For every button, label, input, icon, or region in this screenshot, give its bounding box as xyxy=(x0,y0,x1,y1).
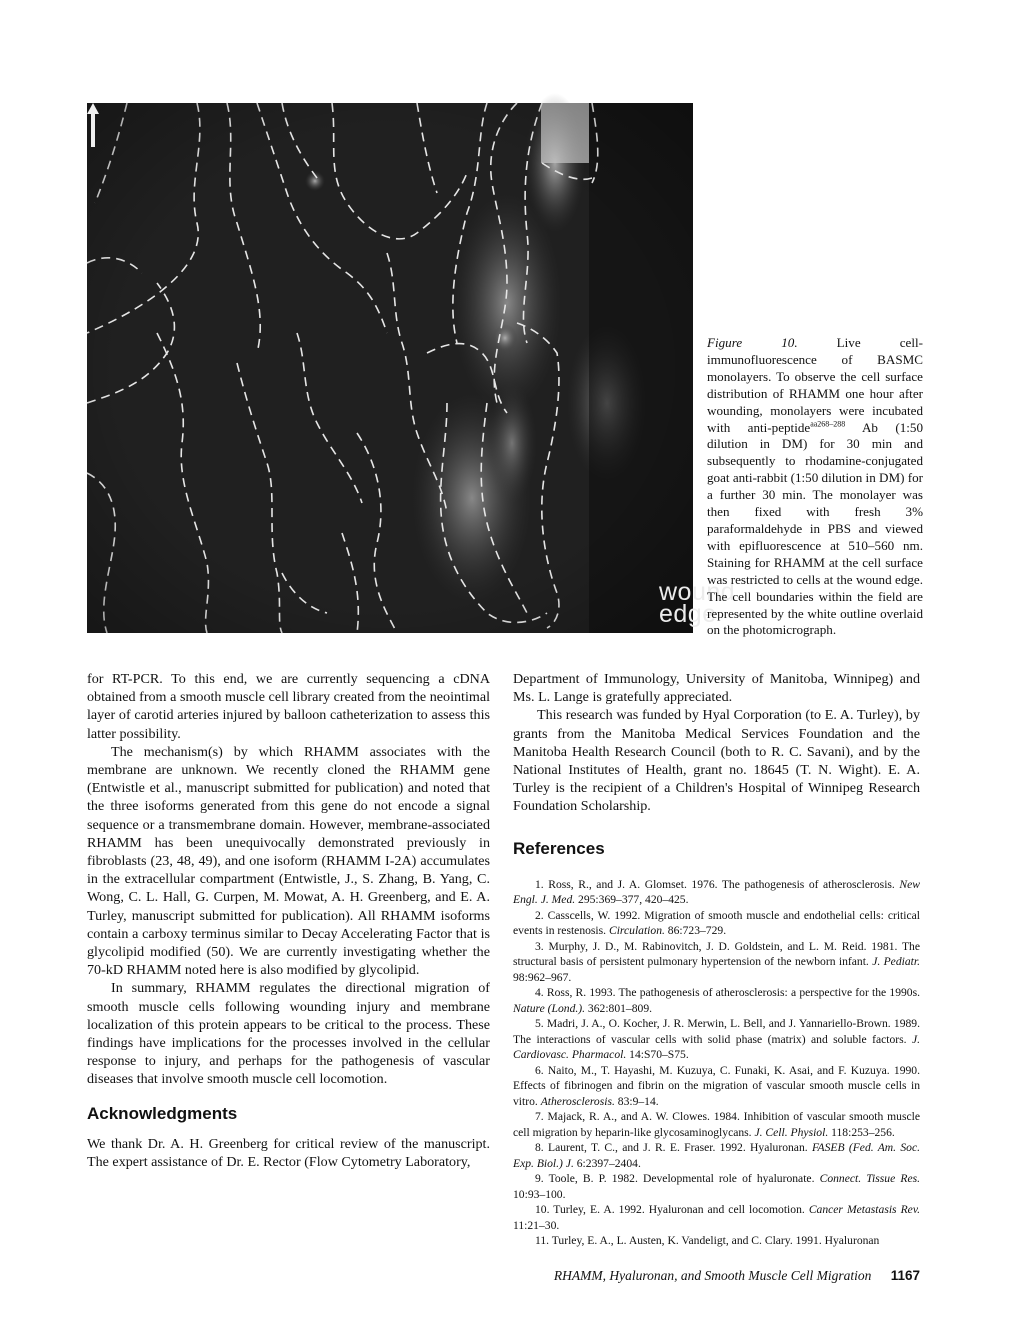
reference-item xyxy=(513,908,920,939)
reference-journal: Atherosclerosis. xyxy=(540,1094,615,1108)
reference-text: 9. Toole, B. P. 1982. Developmental role of hyaluronate. xyxy=(535,1172,820,1186)
reference-journal: New Engl. J. Med. xyxy=(513,877,920,907)
reference-text: 4. Ross, R. 1993. The pathogenesis of atherosclerosis: a perspective for the 1990s. xyxy=(535,986,920,1000)
reference-citation: 14:S70–S75. xyxy=(626,1048,689,1062)
acknowledgments-text: We thank Dr. A. H. Greenberg for critical review of the manuscript. The expert assistance of Dr. E. Rector (Flow Cytometry Laboratory, xyxy=(87,1135,490,1171)
figure-caption xyxy=(707,335,923,639)
body-paragraph: In summary, RHAMM regulates the directional migration of smooth muscle cells following wounding injury and membrane localization of this protein appears to be critical to the process. These findings have implications for the processes involved in the cellular response to injury, and perhaps for the pathogenesis of vascular diseases that involve smooth muscle cell locomotion. xyxy=(87,980,490,1088)
caption-text-part1: Live cell-immunofluorescence of BASMC monolayers. To observe the cell surface distribution of RHAMM one hour after wounding, monolayers were incubated with anti-peptide xyxy=(707,335,923,435)
reference-item xyxy=(513,1233,920,1249)
reference-citation: 86:723–729. xyxy=(664,924,727,938)
reference-text: 3. Murphy, J. D., M. Rabinovitch, J. D. Goldstein, and L. M. Reid. 1981. The structural basis of persistent pulmonary hypertension of the newborn infant. xyxy=(513,939,920,969)
left-column xyxy=(87,670,490,1171)
caption-superscript: aa268–288 xyxy=(810,419,846,429)
references-section xyxy=(513,840,920,1249)
running-title: RHAMM, Hyaluronan, and Smooth Muscle Cell Migration xyxy=(553,1268,872,1283)
micrograph-image xyxy=(87,103,693,633)
reference-text: 8. Laurent, T. C., and J. R. E. Fraser. 1992. Hyaluronan. xyxy=(535,1141,812,1155)
reference-journal: J. Cardiovasc. Pharmacol. xyxy=(513,1032,920,1062)
caption-text-part2: Ab (1:50 dilution in DM) for 30 min and subsequently to rhodamine-conjugated goat anti-rabbit (1:50 dilution in DM) for a further 30 min. The monolayer was then fixed with fresh 3% paraformaldehyde in PBS and viewed with epifluorescence at 510–560 nm. Staining for RHAMM at the cell surface was restricted to cells at the wound edge. The cell boundaries within the field are represented by the white outline overlaid on the photomicrograph. xyxy=(707,419,924,638)
body-paragraph: Department of Immunology, University of Manitoba, Winnipeg) and Ms. L. Lange is gratefully appreciated. xyxy=(513,671,920,706)
micrograph-figure xyxy=(87,103,736,633)
reference-list xyxy=(513,877,920,1249)
reference-citation: 118:253–256. xyxy=(828,1125,895,1139)
reference-text: 5. Madri, J. A., O. Kocher, J. R. Merwin, L. Bell, and J. Yannariello-Brown. 1989. The interactions of vascular cells with solid phase (matrix) and soluble factors. xyxy=(513,1017,920,1046)
reference-item xyxy=(513,1016,920,1063)
reference-item xyxy=(513,1140,920,1171)
reference-text: 6. Naito, M., T. Hayashi, M. Kuzuya, C. Funaki, K. Asai, and F. Kuzuya. 1990. Effects of fibrinogen and fibrin on the migration of vascular smooth muscle cells in vitro. xyxy=(513,1063,920,1108)
reference-item xyxy=(513,1109,920,1140)
page-number: 1167 xyxy=(890,1268,920,1283)
reference-citation: 10:93–100. xyxy=(513,1187,566,1201)
reference-item xyxy=(513,939,920,986)
reference-journal: J. Pediatr. xyxy=(872,955,920,969)
reference-item xyxy=(513,1063,920,1110)
reference-citation: 83:9–14. xyxy=(614,1094,659,1108)
page-footer xyxy=(554,1268,920,1284)
reference-journal: J. Cell. Physiol. xyxy=(754,1125,829,1139)
reference-item xyxy=(513,985,920,1016)
wound-label-line1: wound xyxy=(659,578,736,606)
acknowledgments-heading: Acknowledgments xyxy=(87,1103,238,1123)
reference-text: 11. Turley, E. A., L. Austen, K. Vandeligt, and C. Clary. 1991. Hyaluronan xyxy=(535,1234,880,1248)
body-paragraph: This research was funded by Hyal Corporation (to E. A. Turley), by grants from the Manitoba Medical Services Foundation and the Manitoba Health Research Council (both to R. C. Savani), and by the National Institutes of Health, grant no. 18645 (T. N. Wight). E. A. Turley is the recipient of a Children's Hospital of Winnipeg Research Foundation Scholarship. xyxy=(513,707,920,815)
reference-item xyxy=(513,1202,920,1233)
reference-citation: 362:801–809. xyxy=(585,1001,653,1015)
reference-journal: FASEB (Fed. Am. Soc. Exp. Biol.) J. xyxy=(513,1141,920,1170)
reference-item xyxy=(513,877,920,908)
reference-citation: 6:2397–2404. xyxy=(573,1156,641,1170)
reference-journal: Cancer Metastasis Rev. xyxy=(808,1203,921,1217)
reference-journal: Nature (Lond.). xyxy=(513,1001,586,1015)
right-column xyxy=(513,670,920,1249)
reference-text: 10. Turley, E. A. 1992. Hyaluronan and cell locomotion. xyxy=(535,1203,809,1217)
figure-label: Figure 10. xyxy=(707,335,798,350)
wound-edge-arrow-icon xyxy=(87,103,99,147)
body-paragraph: The mechanism(s) by which RHAMM associates with the membrane are unknown. We recently cloned the RHAMM gene (Entwistle et al., manuscript submitted for publication) and noted that the three isoforms generated from this gene do not encode a signal sequence or a transmembrane domain. However, membrane-associated RHAMM has been unequivocally demonstrated previously in fibroblasts (23, 48, 49), and one isoform (RHAMM I-2A) accumulates in the extracellular compartment (Entwistle, J., S. Zhang, B. Yang, C. Wong, C. L. Hall, G. Curpen, M. Mowat, A. H. Greenberg, and E. A. Turley, manuscript submitted for publication). All RHAMM isoforms contain a carboxy terminus similar to Decay Accelerating Factor that is glycolipid modified (50). We are currently investigating whether the 70-kD RHAMM noted here is also modified by glycolipid. xyxy=(87,743,490,979)
reference-journal: Connect. Tissue Res. xyxy=(819,1172,920,1186)
reference-text: 1. Ross, R., and J. A. Glomset. 1976. The pathogenesis of atherosclerosis. xyxy=(535,877,900,891)
body-paragraph: for RT-PCR. To this end, we are currently sequencing a cDNA obtained from a smooth muscle cell library created from the neointimal layer of carotid arteries injured by balloon catheterization to assess this latter possibility. xyxy=(87,671,490,742)
reference-text: 7. Majack, R. A., and A. W. Clowes. 1984. Inhibition of vascular smooth muscle cell migration by heparin-like glycosaminoglycans. xyxy=(513,1110,920,1139)
reference-text: 2. Casscells, W. 1992. Migration of smooth muscle and endothelial cells: critical events in restenosis. xyxy=(513,908,920,938)
wound-label-line2: edge xyxy=(659,600,717,628)
reference-citation: 295:369–377, 420–425. xyxy=(575,893,689,907)
reference-citation: 11:21–30. xyxy=(513,1218,560,1232)
reference-item xyxy=(513,1171,920,1202)
reference-citation: 98:962–967. xyxy=(513,970,572,984)
references-heading: References xyxy=(513,838,605,858)
reference-journal: Circulation. xyxy=(608,924,665,938)
